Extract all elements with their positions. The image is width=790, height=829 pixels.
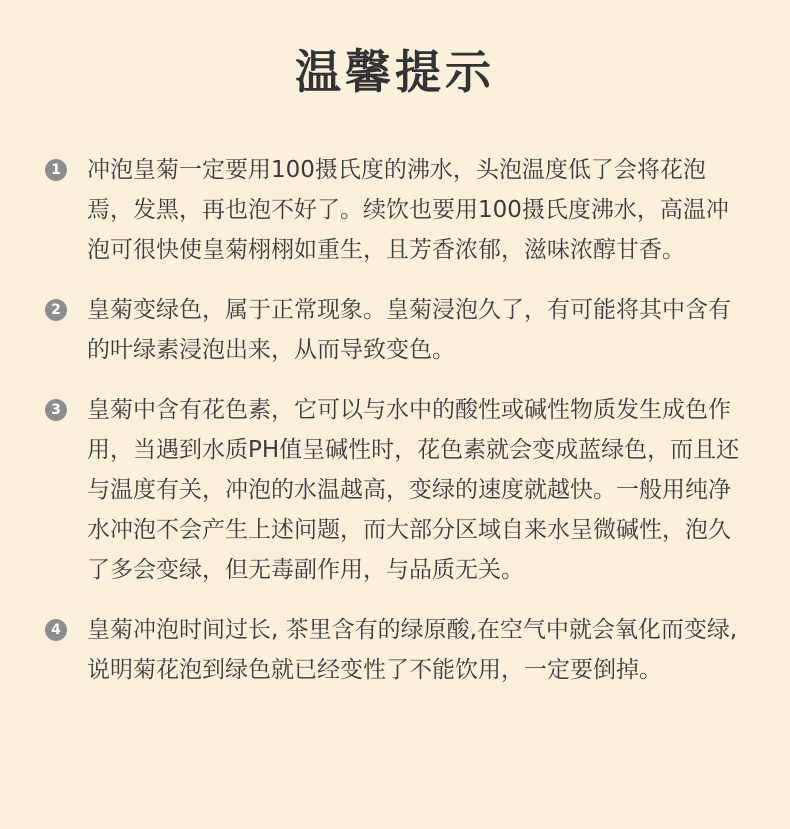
number-4-icon: 4 <box>45 619 67 641</box>
number-3-icon: 3 <box>45 399 67 421</box>
page-title: 温馨提示 <box>295 45 495 99</box>
tip-text: 皇菊中含有花色素，它可以与水中的酸性或碱性物质发生成色作用，当遇到水质PH值呈碱性时，花色素就会变成蓝绿色，而且还与温度有关，冲泡的水温越高，变绿的速度就越快。一般用纯净水冲泡不会产生上述问题，而大部分区域自来水呈微碱性，泡久了多会变绿，但无毒副作用，与品质无关。 <box>87 397 740 583</box>
tip-text: 皇菊变绿色，属于正常现象。皇菊浸泡久了，有可能将其中含有的叶绿素浸泡出来，从而导致变色。 <box>87 297 731 363</box>
tip-item-1 <box>45 150 750 270</box>
tip-item-2 <box>45 290 750 370</box>
tips-list <box>45 150 750 710</box>
number-2-icon: 2 <box>45 299 67 321</box>
tip-text: 冲泡皇菊一定要用100摄氏度的沸水，头泡温度低了会将花泡焉，发黑，再也泡不好了。续饮也要用100摄氏度沸水，高温冲泡可很快使皇菊栩栩如重生，且芳香浓郁，滋味浓醇甘香。 <box>87 157 729 263</box>
number-1-icon: 1 <box>45 159 67 181</box>
tip-item-3 <box>45 390 750 590</box>
tip-item-4 <box>45 610 750 690</box>
tip-text: 皇菊冲泡时间过长, 茶里含有的绿原酸,在空气中就会氧化而变绿,说明菊花泡到绿色就已经变性了不能饮用，一定要倒掉。 <box>87 617 738 683</box>
